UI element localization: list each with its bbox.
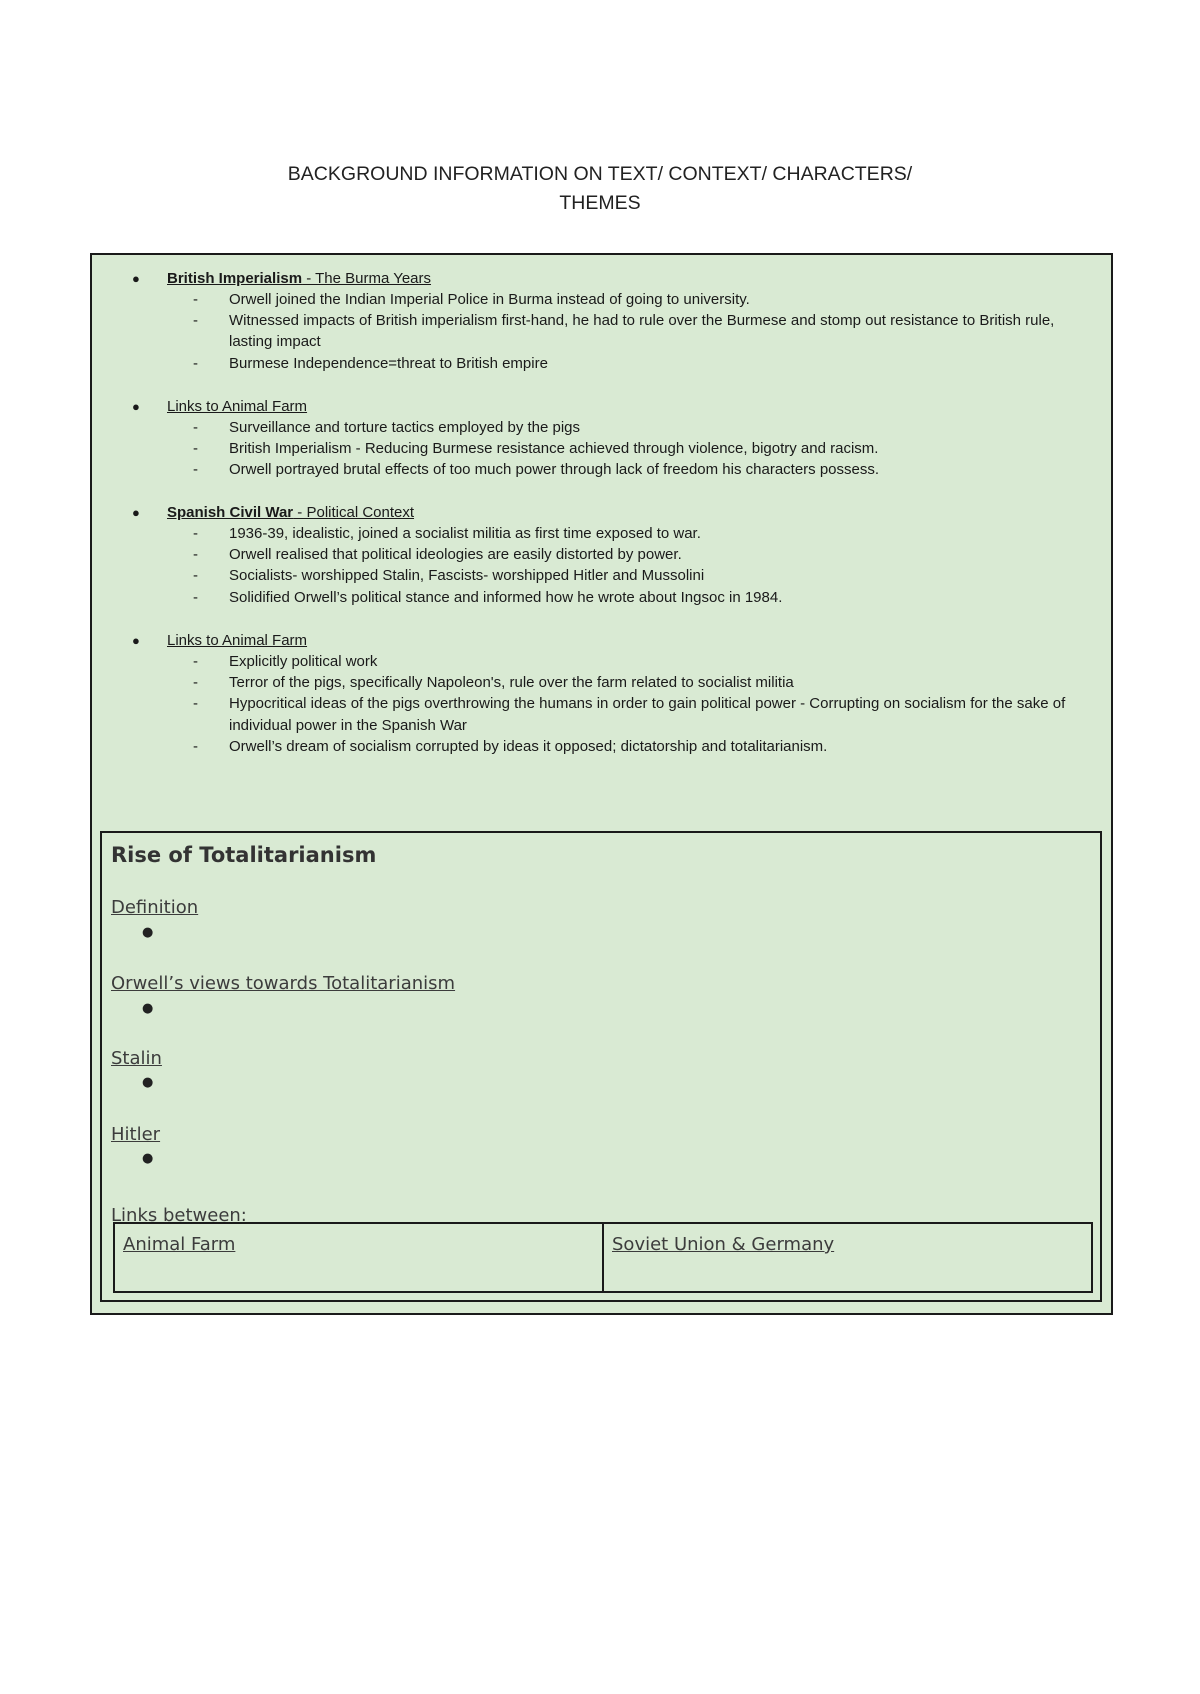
totalitarianism-title: Rise of Totalitarianism bbox=[111, 843, 377, 867]
detail-list bbox=[92, 651, 1111, 757]
list-item: - Orwell realised that political ideologies are easily distorted by power. bbox=[92, 544, 1111, 565]
dash-icon: - bbox=[193, 291, 198, 308]
section-heading bbox=[92, 396, 1111, 417]
links-between-label: Links between: bbox=[111, 1205, 247, 1226]
dash-icon: - bbox=[193, 461, 198, 479]
dash-icon: - bbox=[193, 737, 198, 755]
section-spanish-civil-war bbox=[92, 502, 1111, 608]
heading-rest: Links to Animal Farm bbox=[167, 632, 308, 649]
links-table bbox=[113, 1222, 1093, 1293]
links-cell-animal-farm: Animal Farm bbox=[123, 1234, 236, 1255]
heading-rest: - Political Context bbox=[293, 504, 415, 521]
dash-icon: - bbox=[193, 525, 198, 542]
heading-bold: Spanish Civil War bbox=[167, 504, 294, 521]
dash-icon: - bbox=[193, 653, 198, 670]
list-item: - Orwell joined the Indian Imperial Police in Burma instead of going to university. bbox=[92, 289, 1111, 310]
section-links-animal-farm-1 bbox=[92, 396, 1111, 481]
section-heading bbox=[92, 268, 1111, 289]
bullet-icon: ● bbox=[142, 925, 154, 940]
definition-heading: Definition bbox=[111, 897, 199, 918]
bullet-icon: ● bbox=[132, 271, 140, 286]
list-item: - Explicitly political work bbox=[92, 651, 1111, 672]
bullet-icon: ● bbox=[132, 399, 140, 414]
detail-list bbox=[92, 417, 1111, 481]
list-item: - Witnessed impacts of British imperialism first-hand, he had to rule over the Burmese and stomp out resistance to British rule, lasting impact bbox=[193, 312, 1055, 351]
list-item: - Hypocritical ideas of the pigs overthrowing the humans in order to gain political power - Corrupting on socialism for the sake of individual power in the Spanish War bbox=[193, 695, 1066, 734]
dash-icon: - bbox=[193, 695, 198, 713]
detail-list bbox=[92, 289, 1111, 374]
list-item: - Solidified Orwell’s political stance and informed how he wrote about Ingsoc in 1984. bbox=[92, 587, 1111, 608]
dash-icon: - bbox=[193, 567, 198, 585]
orwell-views-heading: Orwell’s views towards Totalitarianism bbox=[111, 973, 456, 994]
stalin-heading: Stalin bbox=[111, 1048, 162, 1069]
list-item: - Orwell portrayed brutal effects of too much power through lack of freedom his characters possess. bbox=[92, 459, 1111, 480]
totalitarianism-box bbox=[100, 831, 1102, 1302]
section-heading bbox=[92, 630, 1111, 651]
list-item: - Burmese Independence=threat to British empire bbox=[92, 353, 1111, 374]
bullet-icon: ● bbox=[132, 633, 140, 648]
list-item: - Terror of the pigs, specifically Napoleon's, rule over the farm related to socialist militia bbox=[92, 672, 1111, 693]
bullet-icon: ● bbox=[132, 505, 140, 520]
section-heading bbox=[92, 502, 1111, 523]
title-line-1: BACKGROUND INFORMATION ON TEXT/ CONTEXT/ CHARACTERS/ bbox=[287, 163, 913, 185]
dash-icon: - bbox=[193, 674, 198, 692]
list-item: - Surveillance and torture tactics employed by the pigs bbox=[92, 417, 1111, 438]
section-british-imperialism bbox=[92, 268, 1111, 374]
section-links-animal-farm-2 bbox=[92, 630, 1111, 757]
bullet-icon: ● bbox=[142, 1151, 154, 1166]
dash-icon: - bbox=[193, 419, 198, 436]
list-item: - Socialists- worshipped Stalin, Fascists- worshipped Hitler and Mussolini bbox=[92, 565, 1111, 586]
dash-icon: - bbox=[193, 354, 198, 372]
heading-rest: - The Burma Years bbox=[302, 270, 432, 287]
list-item: - British Imperialism - Reducing Burmese resistance achieved through violence, bigotry and racism. bbox=[92, 438, 1111, 459]
dash-icon: - bbox=[193, 440, 198, 458]
heading-bold: British Imperialism bbox=[167, 270, 303, 287]
list-item: - 1936-39, idealistic, joined a socialist militia as first time exposed to war. bbox=[92, 523, 1111, 544]
list-item: - Orwell’s dream of socialism corrupted by ideas it opposed; dictatorship and totalitarianism. bbox=[92, 736, 1111, 757]
dash-icon: - bbox=[193, 588, 198, 606]
dash-icon: - bbox=[193, 312, 198, 330]
hitler-heading: Hitler bbox=[111, 1124, 161, 1145]
links-cell-soviet-germany: Soviet Union & Germany bbox=[602, 1224, 1091, 1291]
document-title bbox=[0, 160, 1200, 218]
heading-rest: Links to Animal Farm bbox=[167, 398, 308, 415]
title-line-2: THEMES bbox=[559, 192, 641, 214]
bullet-icon: ● bbox=[142, 1075, 154, 1090]
bullet-icon: ● bbox=[142, 1001, 154, 1016]
dash-icon: - bbox=[193, 546, 198, 564]
background-info-box bbox=[90, 253, 1113, 1315]
detail-list bbox=[92, 523, 1111, 608]
